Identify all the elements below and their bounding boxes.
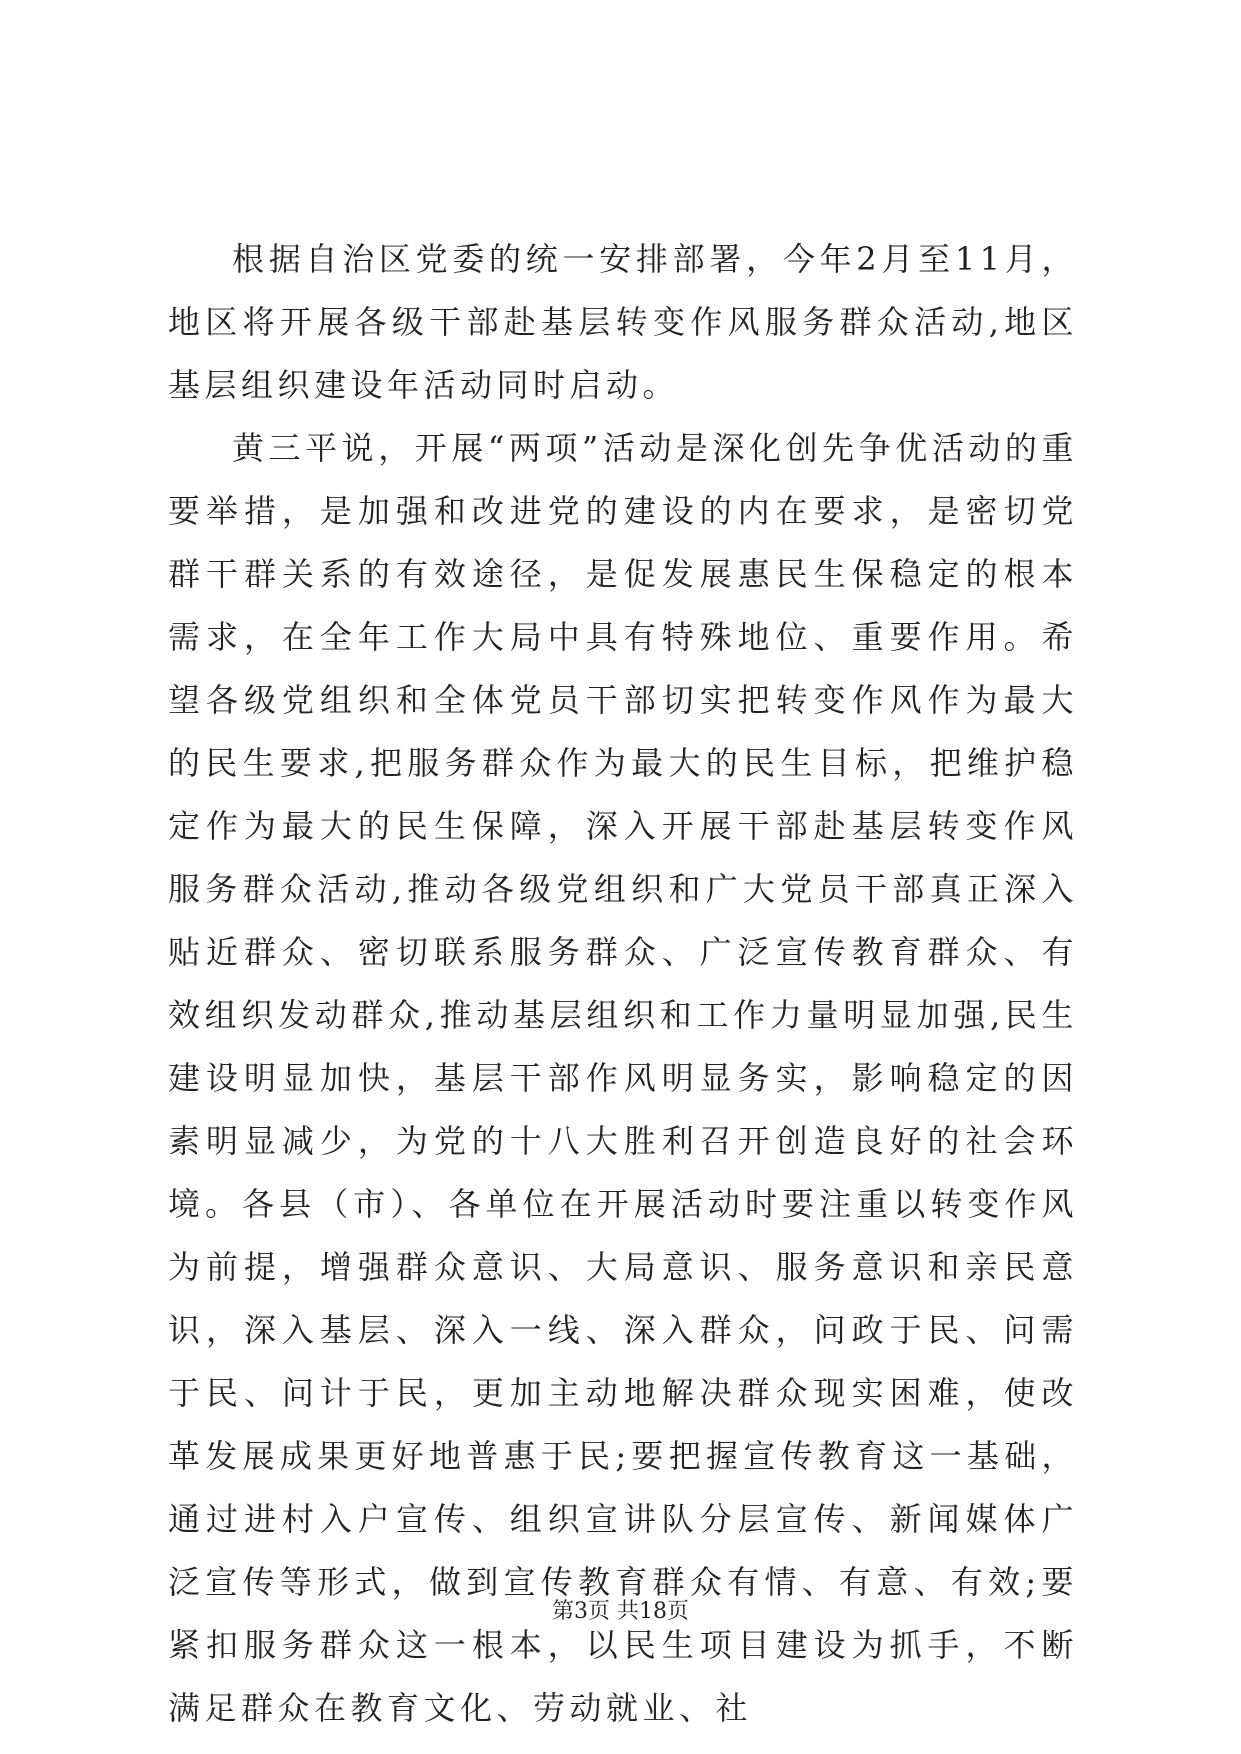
paragraph-2: 黄三平说，开展“两项”活动是深化创先争优活动的重要举措，是加强和改进党的建设的内在要求，是密切党群干群关系的有效途径，是促发展惠民生保稳定的根本需求，在全年工作大局中具有特殊地位、重要作用。希望各级党组织和全体党员干部切实把转变作风作为最大的民生要求,把服务群众作为最大的民生目标，把维护稳定作为最大的民生保障，深入开展干部赴基层转变作风服务群众活动,推动各级党组织和广大党员干部真正深入贴近群众、密切联系服务群众、广泛宣传教育群众、有效组织发动群众,推动基层组织和工作力量明显加强,民生建设明显加快，基层干部作风明显务实，影响稳定的因素明显减少，为党的十八大胜利召开创造良好的社会环境。各县（市）、各单位在开展活动时要注重以转变作风为前提，增强群众意识、大局意识、服务意识和亲民意识，深入基层、深入一线、深入群众，问政于民、问需于民、问计于民，更加主动地解决群众现实困难，使改革发展成果更好地普惠于民;要把握宣传教育这一基础，通过进村入户宣传、组织宣讲队分层宣传、新闻媒体广泛宣传等形式，做到宣传教育群众有情、有意、有效;要紧扣服务群众这一根本，以民生项目建设为抓手，不断满足群众在教育文化、劳动就业、社: [168, 429, 1078, 1727]
paragraph-1: 根据自治区党委的统一安排部署，今年2月至11月，地区将开展各级干部赴基层转变作风服务群众活动,地区基层组织建设年活动同时启动。: [168, 240, 1078, 404]
body-text: [168, 228, 1078, 1740]
page-number-footer: 第3页 共18页: [552, 1599, 689, 1624]
